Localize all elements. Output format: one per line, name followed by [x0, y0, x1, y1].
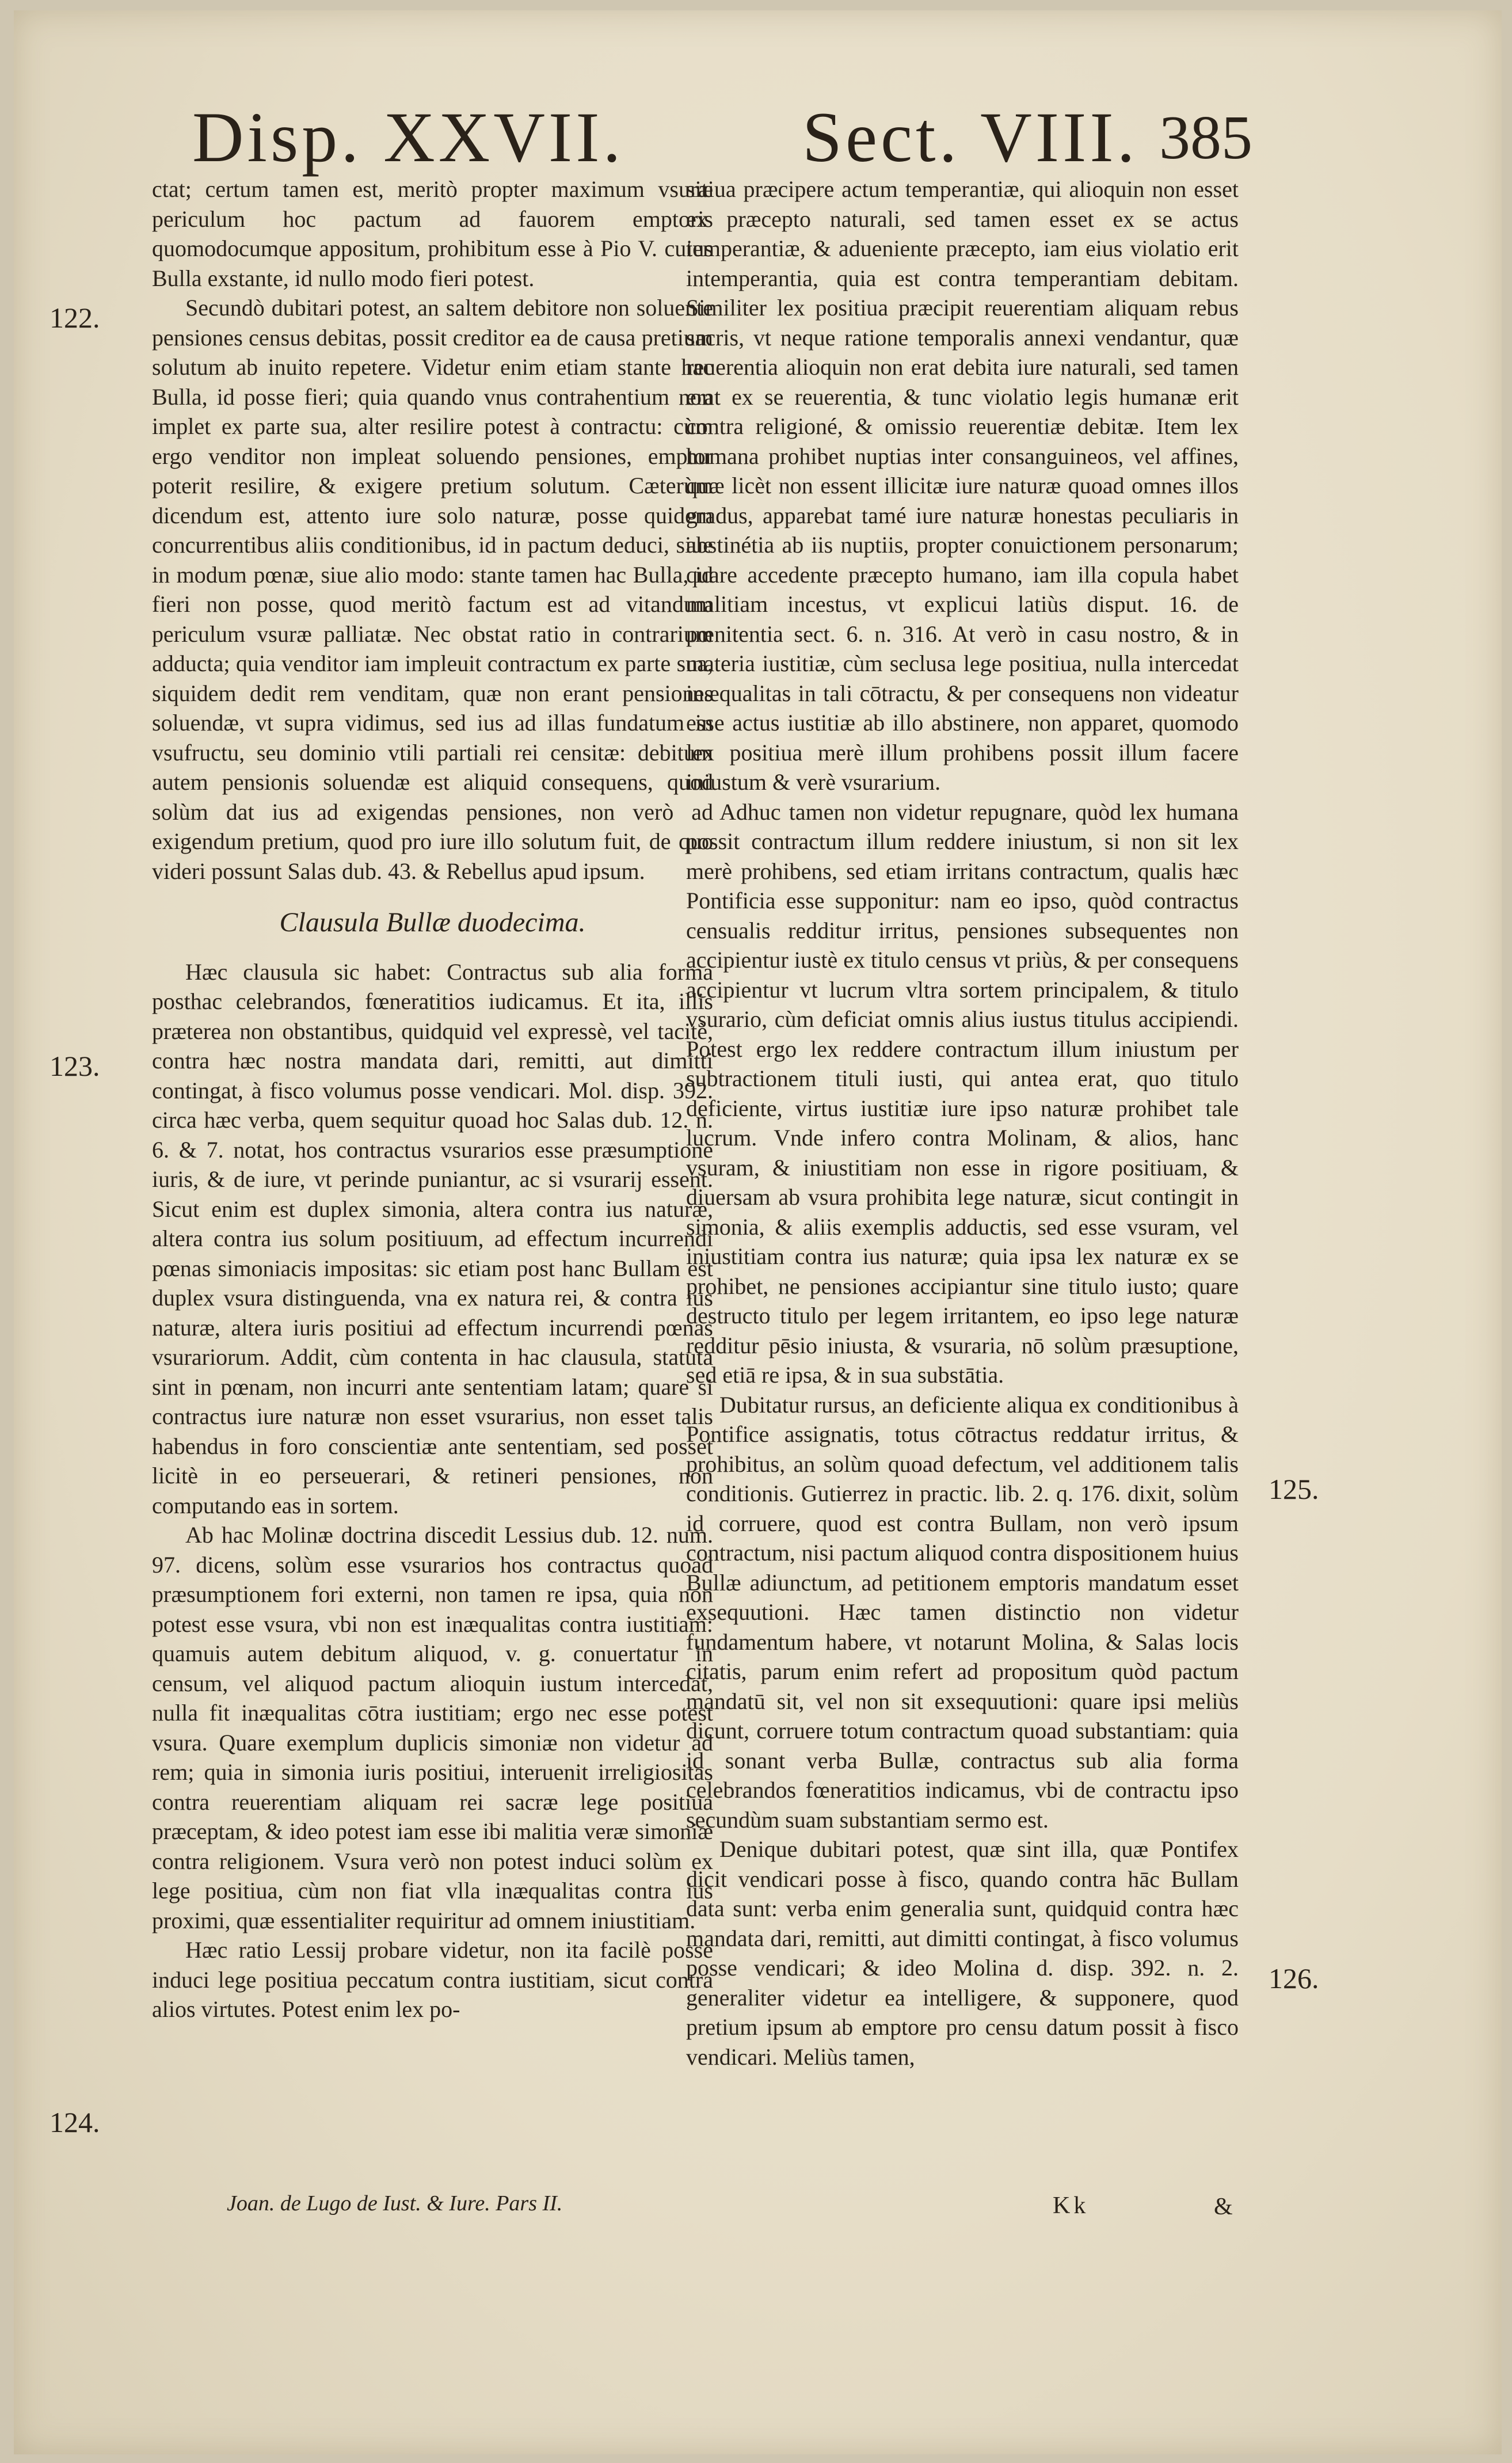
running-head-section: Sect. VIII.	[802, 98, 1138, 177]
left-paragraph-2: Secundò dubitari potest, an saltem debitore non soluente pensiones census debitas, possit creditor ea de causa pretium solutum ab inuito repetere. Videtur enim etiam stante hac Bulla, id posse fieri; quia quando vnus contrahentium non implet ex parte sua, alter resilire potest à contractu: cùm ergo venditor non impleat soluendo pensiones, emptor poterit resilire, & exigere pretium solutum. Cæterùm dicendum est, attento iure solo naturæ, posse quidem concurrentibus aliis conditionibus, id in pactum deduci, siue in modum pœnæ, siue alio modo: stante tamen hac Bulla, id fieri non posse, quod meritò factum est ad vitandum periculum vsuræ palliatæ. Nec obstat ratio in contrarium adducta; quia venditor iam impleuit contractum ex parte sua, siquidem dedit rem venditam, quæ non erant pensiones soluendæ, vt supra vidimus, sed ius ad illas fundatum in vsufructu, seu dominio vtili partiali rei censitæ: debitum autem pensionis soluendæ est aliquid consequens, quod solùm dat ius ad exigendas pensiones, non verò ad exigendum pretium, quod pro iure illo solutum fuit, de quo videri possunt Salas dub. 43. & Rebellus apud ipsum.	[152, 295, 713, 884]
section-heading: Clausula Bullæ duodecima.	[279, 907, 586, 938]
right-column	[686, 174, 1239, 2072]
page-number: 385	[1159, 104, 1252, 172]
right-paragraph-4: Denique dubitari potest, quæ sint illa, quæ Pontifex dicit vendicari posse à fisco, quando contra hāc Bullam data sunt: verba enim generalia sunt, quidquid contra hæc mandata dari, remitti, aut dimitti contingat, à fisco volumus posse vendicari; & ideo Molina d. disp. 392. n. 2. generaliter videtur ea intelligere, & supponere, quod pretium ipsum ab emptore pro censu datum possit à fisco vendicari. Meliùs tamen,	[686, 1836, 1239, 2070]
margin-number-125: 125.	[1269, 1473, 1319, 1505]
footer-running-title: Joan. de Lugo de Iust. & Iure. Pars II.	[227, 2191, 563, 2215]
margin-number-124: 124.	[49, 2106, 100, 2138]
right-paragraph-1: sitiua præcipere actum temperantiæ, qui alioquin non esset ex præcepto naturali, sed tamen esset ex se actus temperantiæ, & adueniente præcepto, iam eius violatio erit intemperantia, quia est contra temperantiam debitam. Similiter lex positiua præcipit reuerentiam aliquam rebus sacris, vt neque ratione temporalis annexi vendantur, quæ reuerentia alioquin non erat debita iure naturali, sed tamen erat ex se reuerentia, & tunc violatio legis humanæ erit contra religioné, & omissio reuerentiæ debitæ. Item lex humana prohibet nuptias inter consanguineos, vel affines, quæ licèt non essent illicitæ iure naturæ quoad omnes illos gradus, apparebat tamé iure naturæ honestas peculiaris in abstinétia ab iis nuptiis, propter conuictionem personarum; quare accedente præcepto humano, iam illa copula habet malitiam incestus, vt explicui latiùs disput. 16. de pœnitentia sect. 6. n. 316. At verò in casu nostro, & in materia iustitiæ, cùm seclusa lege positiua, nulla intercedat inæqualitas in tali cōtractu, & per consequens non videatur esse actus iustitiæ ab illo abstinere, non apparet, quomodo lex positiua merè illum prohibens possit illum facere iniustum & verè vsurarium.	[686, 176, 1239, 795]
right-paragraph-2: Adhuc tamen non videtur repugnare, quòd lex humana possit contractum illum reddere iniustum, si non sit lex merè prohibens, sed etiam irritans contractum, qualis hæc Pontificia esse supponitur: nam eo ipso, quòd contractus censualis redditur irritus, pensiones subsequentes non accipientur iustè ex titulo census vt priùs, & per consequens accipientur vt lucrum vltra sortem principalem, & titulo vsurario, cùm deficiat omnis alius iustus titulus accipiendi. Potest ergo lex reddere contractum illum iniustum per subtractionem tituli iusti, qui antea erat, quo titulo deficiente, virtus iustitiæ iure ipso naturæ prohibet tale lucrum. Vnde infero contra Molinam, & alios, hanc vsuram, & iniustitiam non esse in rigore positiuam, & diuersam ab vsura prohibita lege naturæ, sicut contingit in simonia, & aliis exemplis adductis, sed esse vsuram, vel iniustitiam contra ius naturæ; quia ipsa lex naturæ ex se prohibet, ne pensiones accipiantur sine titulo iusto; quare destructo titulo per legem irritantem, eo ipso lege naturæ redditur pēsio iniusta, & vsuraria, nō solùm præsuptione, sed etiā re ipsa, & in sua substātia.	[686, 798, 1239, 1388]
book-page	[14, 10, 1502, 2454]
margin-number-123: 123.	[49, 1050, 100, 1082]
left-paragraph-5: Hæc ratio Lessij probare videtur, non ita facilè posse induci lege positiua peccatum contra iustitiam, sicut contra alios virtutes. Potest enim lex po-	[152, 1937, 713, 2022]
margin-number-126: 126.	[1269, 1962, 1319, 1994]
left-paragraph-3: Hæc clausula sic habet: Contractus sub alia forma posthac celebrandos, fœneratitios iudicamus. Et ita, illis præterea non obstantibus, quidquid vel expressè, vel tacitè, contra hæc nostra mandata dari, remitti, aut dimitti contingat, à fisco volumus posse vendicari. Mol. disp. 392. circa hæc verba, quem sequitur quoad hoc Salas dub. 12. n. 6. & 7. notat, hos contractus vsurarios esse præsumptione iuris, & de iure, vt perinde puniantur, ac si vsurarij essent. Sicut enim est duplex simonia, altera contra ius naturæ, altera contra ius solum positiuum, ad effectum incurrendi pœnas simoniacis impositas: sic etiam post hanc Bullam est duplex vsura distinguenda, vna ex natura rei, & contra ius naturæ, altera iuris positiui ad effectum incurrendi pœnas vsurariorum. Addit, cùm contenta in hac clausula, statuta sint in pœnam, non incurri ante sententiam latam; quare si contractus iure naturæ non esset vsurarius, non esset talis habendus in foro conscientiæ ante sententiam, sed posset licitè in eo perseuerari, & retineri pensiones, non computando eas in sortem.	[152, 958, 713, 1518]
signature-mark: Kk	[1053, 2192, 1090, 2219]
catchword: &	[1214, 2194, 1233, 2220]
right-paragraph-3: Dubitatur rursus, an deficiente aliqua ex conditionibus à Pontifice assignatis, totus cōtractus reddatur irritus, & prohibitus, an solùm quoad defectum, vel additionem talis conditionis. Gutierrez in practic. lib. 2. q. 176. dixit, solùm id corruere, quod est contra Bullam, non verò ipsum contractum, nisi pactum aliquod contra dispositionem huius Bullæ adiunctum, ad petitionem emptoris mandatum esset exsequutioni. Hæc tamen distinctio non videtur fundamentum habere, vt notarunt Molina, & Salas locis citatis, parum enim refert ad propositum quòd pactum mandatū sit, vel non sit exsequutioni: quare ipsi meliùs dicunt, corruere totum contractum quoad substantiam: quia id sonant verba Bullæ, contractus sub alia forma celebrandos fœneratitios indicamus, vbi de contractu ipso secundùm suam substantiam sermo est.	[686, 1391, 1239, 1833]
left-column	[152, 174, 713, 2024]
left-paragraph-1: ctat; certum tamen est, meritò propter maximum vsuræ periculum hoc pactum ad fauorem emptoris quomodocumque appositum, prohibitum esse à Pio V. cuius Bulla exstante, id nullo modo fieri potest.	[152, 176, 713, 291]
margin-number-122: 122.	[49, 302, 100, 334]
running-head-disputation: Disp. XXVII.	[192, 98, 624, 177]
left-paragraph-4: Ab hac Molinæ doctrina discedit Lessius dub. 12. num. 97. dicens, solùm esse vsurarios hos contractus quoad præsumptionem fori externi, non tamen re ipsa, quia non potest esse vsura, vbi non est inæqualitas contra iustitiam: quamuis autem debitum aliquod, v. g. conuertatur in censum, vel aliquod pactum alioquin iustum intercedat, nulla fit inæqualitas cōtra iustitiam; ergo nec esse potest vsura. Quare exemplum duplicis simoniæ non videtur ad rem; quia in simonia iuris positiui, interuenit irreligiositas contra reuerentiam aliquam rei sacræ lege positiua præceptam, & ideo potest iam esse ibi malitia veræ simoniæ contra religionem. Vsura verò non potest induci solùm ex lege positiua, cùm non fiat vlla inæqualitas contra ius proximi, quæ essentialiter requiritur ad omnem iniustitiam.	[152, 1522, 713, 1933]
